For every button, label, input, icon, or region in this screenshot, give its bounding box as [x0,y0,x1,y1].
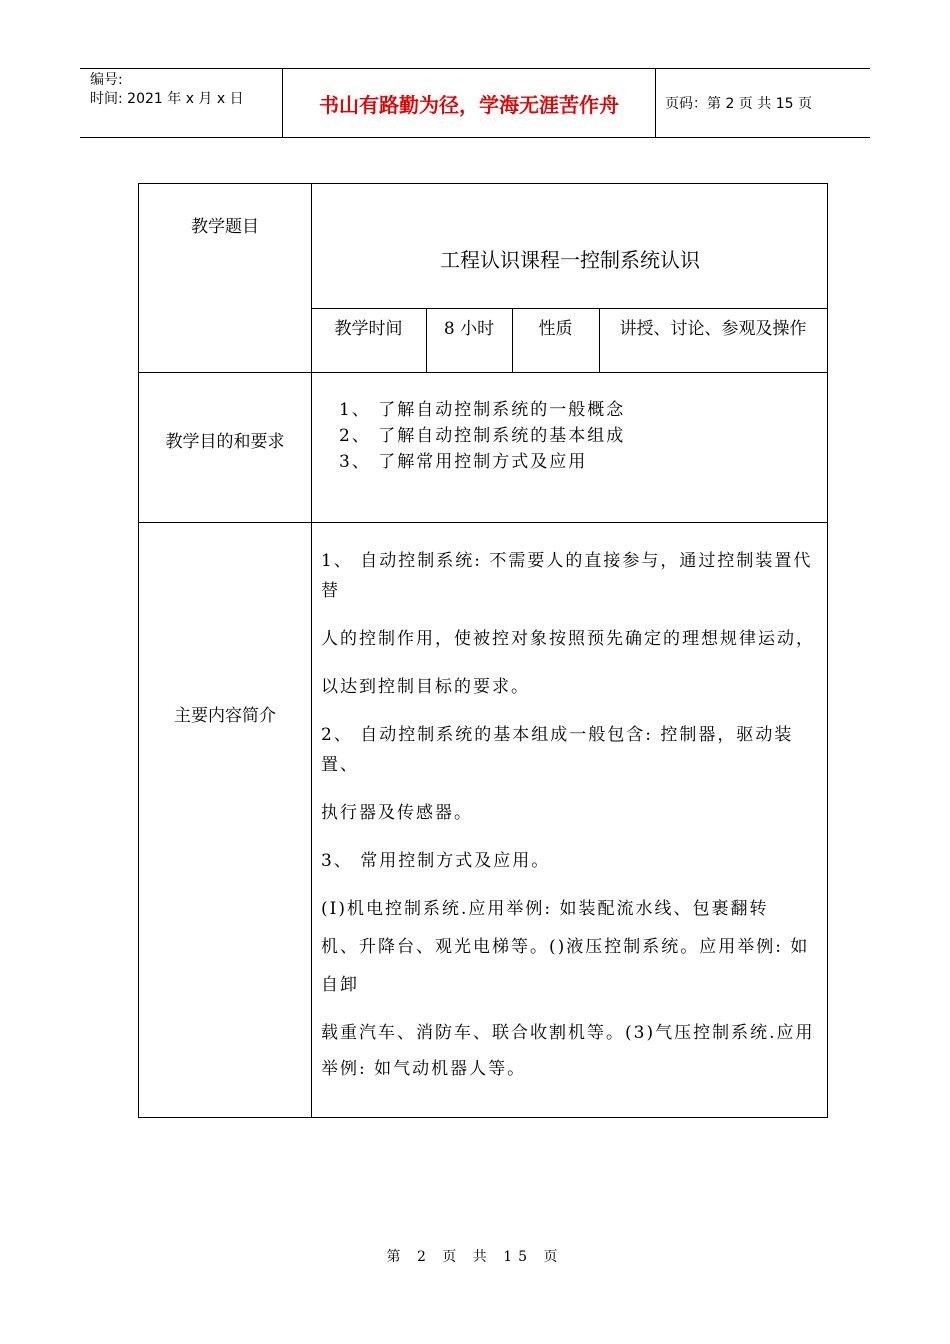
objective-item: 2、 了解自动控制系统的基本组成 [339,426,626,446]
content-line: 执行器及传感器。 [321,803,473,823]
nature-label: 性质 [538,319,573,339]
row-divider [139,372,827,373]
number-label: 编号: [90,72,123,88]
time-label: 教学时间 [334,319,403,339]
header-divider [655,69,656,137]
objective-item: 3、 了解常用控制方式及应用 [339,452,588,472]
content-line: 1、 自动控制系统: 不需要人的直接参与，通过控制装置代 [321,551,813,571]
time-label: 时间: 2021 年 x 月 x 日 [90,91,244,107]
header-meta [90,71,244,109]
document-header [80,68,870,138]
content-line: 举例: 如气动机器人等。 [321,1059,527,1079]
content-line: 3、 常用控制方式及应用。 [321,851,551,871]
content-line: 以达到控制目标的要求。 [321,677,530,697]
nature-value: 讲授、讨论、参观及操作 [619,319,807,339]
objective-item: 1、 了解自动控制系统的一般概念 [339,400,626,420]
content-line: 替 [321,581,340,601]
page-footer: 第 2 页 共 15 页 [386,1249,564,1265]
content-line: 机、升降台、观光电梯等。()液压控制系统。应用举例: 如 [321,937,810,957]
topic-label: 教学题目 [191,217,259,237]
content-line: 自卸 [321,975,359,995]
row-divider [139,522,827,523]
row-divider [311,308,827,309]
content-line: 载重汽车、消防车、联合收割机等。(3)气压控制系统.应用 [321,1023,815,1043]
content-line: 2、 自动控制系统的基本组成一般包含: 控制器，驱动装 [321,725,794,745]
lesson-title: 工程认识课程一控制系统认识 [440,248,700,272]
content-line: (I)机电控制系统.应用举例: 如装配流水线、包裹翻转 [321,899,769,919]
time-value: 8 小时 [443,319,495,339]
content-label: 主要内容简介 [174,706,276,726]
objectives-list [339,397,625,475]
content-summary [321,546,821,1084]
header-page-info: 页码：第 2 页 共 15 页 [665,96,812,112]
content-line: 人的控制作用，使被控对象按照预先确定的理想规律运动， [321,629,815,649]
content-line: 置、 [321,755,359,775]
objectives-label: 教学目的和要求 [165,432,285,452]
header-motto: 书山有路勤为径，学海无涯苦作舟 [319,92,619,117]
lesson-table [138,183,828,1118]
